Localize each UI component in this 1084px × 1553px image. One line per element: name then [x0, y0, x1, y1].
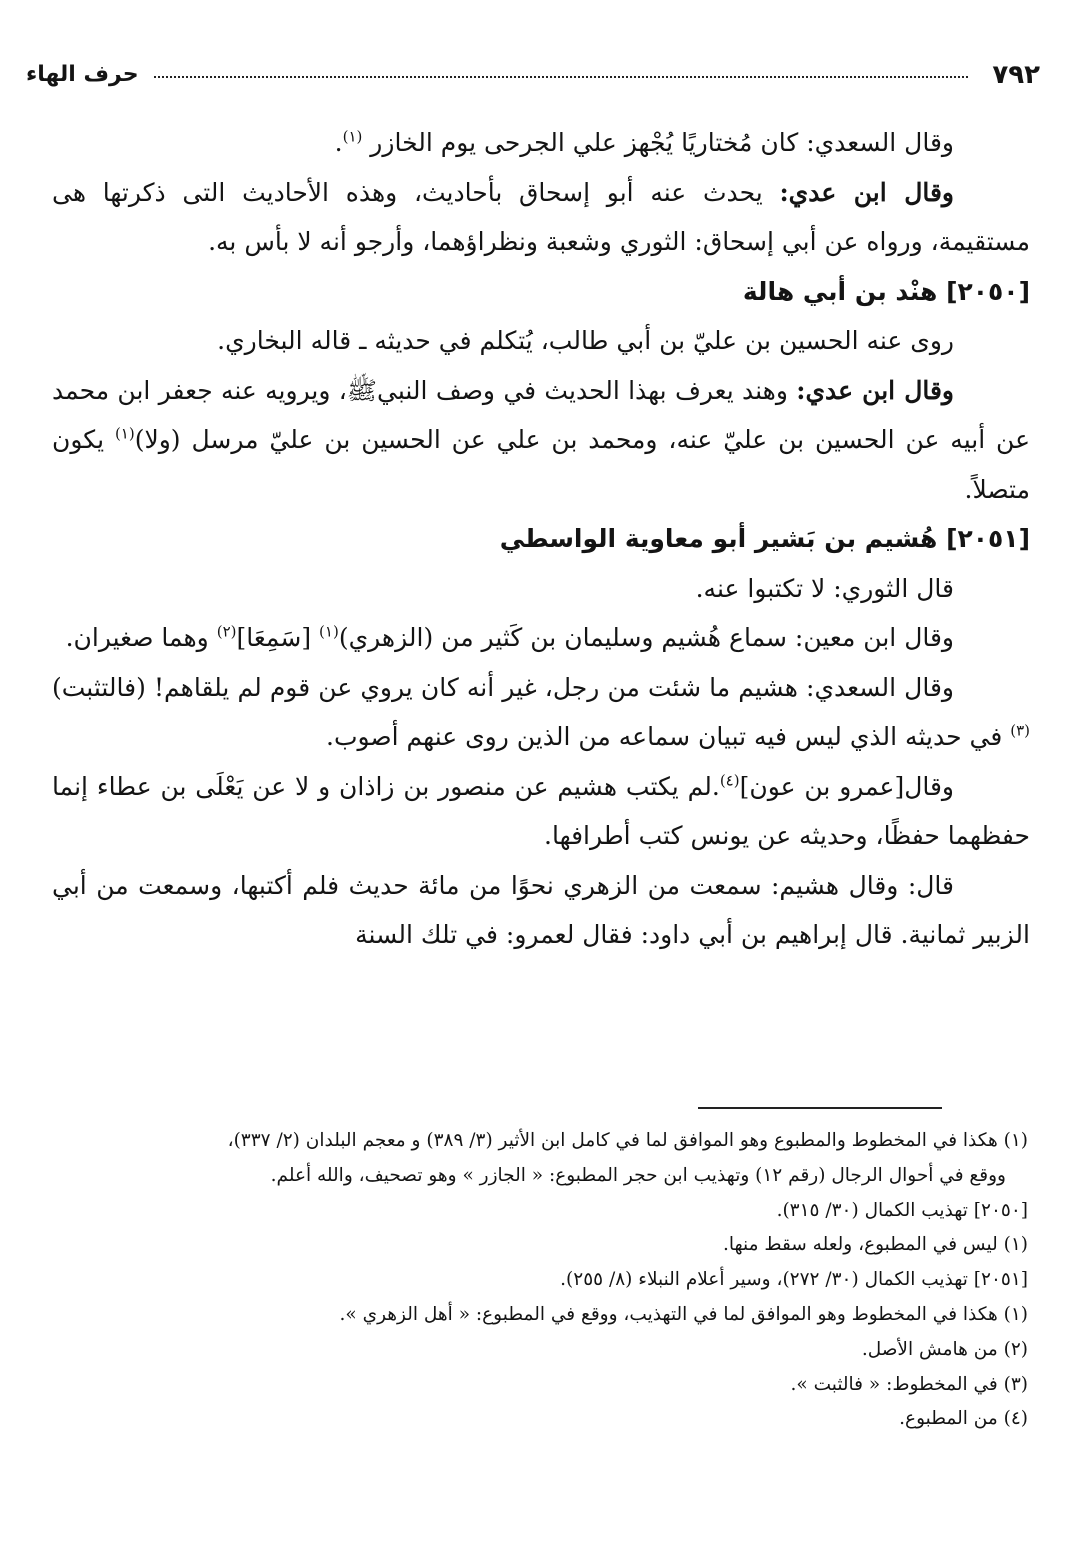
- paragraph-text: في حديثه الذي ليس فيه تبيان سماعه من الذين روى عنهم أصوب.: [326, 722, 1011, 751]
- paragraph-text: قال: وقال هشيم: سمعت من الزهري نحوًا من مائة حديث فلم أكتبها، وسمعت من أبي الزبير ثمانية. قال إبراهيم بن أبي داود: فقال لعمرو: في تلك السنة: [52, 870, 1030, 949]
- paragraph-amr-ibn-awn: [52, 762, 1030, 861]
- footnote-marker: (١): [114, 424, 135, 443]
- footnote-marker: (١): [319, 622, 339, 641]
- paragraph-saadi-1: [52, 118, 1030, 168]
- paragraph-ibn-adi-1: [52, 168, 1030, 267]
- entry-heading-2050: [٢٠٥٠] هنْد بن أبي هالة: [742, 276, 1030, 306]
- footnote-marker: (٢): [216, 622, 237, 641]
- paragraph-text: وقال السعدي: هشيم ما شئت من رجل، غير أنه كان يروي عن قوم لم يلقاهم! (فالتثبت): [52, 672, 954, 702]
- footnote-separator: [698, 1107, 942, 1109]
- paragraph-text: يحدث عنه أبو إسحاق بأحاديث، وهذه الأحاديث التى ذكرتها هى مستقيمة، ورواه عن أبي إسحاق: الثوري وشعبة ونظراؤهما، وأرجو أنه لا بأس به.: [52, 177, 1030, 256]
- paragraph-lead: وقال ابن عدي:: [796, 375, 955, 405]
- paragraph-lead: وقال ابن عدي:: [779, 177, 955, 207]
- section-title: حرف الهاء: [26, 62, 139, 87]
- paragraph-text: وهند يعرف بهذا الحديث في وصف النبيﷺ، ويرويه عنه جعفر ابن محمد عن أبيه عن الحسين بن عليّ عنه، ومحمد بن علي عن الحسين بن عليّ مرسل (ولا): [52, 375, 1030, 454]
- paragraph-text: وقال السعدي: كان مُختاريًا يُجْهز علي الجرحى يوم الخازر: [362, 128, 954, 157]
- paragraph-ibn-main: [52, 613, 1030, 663]
- running-header: [26, 62, 1040, 98]
- entry-heading-2051: [٢٠٥١] هُشيم بن بَشير أبو معاوية الواسطي: [499, 524, 1030, 553]
- paragraph-hushaym: [52, 861, 1030, 960]
- footnotes: [60, 1124, 1028, 1437]
- paragraph-saadi-2: [52, 663, 1030, 762]
- footnote-marker: (٤): [719, 771, 740, 790]
- footnote-item-continuation: ووقع في أحوال الرجال (رقم ١٢) وتهذيب ابن حجر المطبوع: « الجازر » وهو تصحيف، والله أعلم.: [270, 1164, 1006, 1186]
- footnote-item: (١) هكذا في المخطوط وهو الموافق لما في التهذيب، ووقع في المطبوع: « أهل الزهري ».: [339, 1303, 1028, 1325]
- footnote-item: [٢٠٥٠] تهذيب الكمال (٣٠/ ٣١٥).: [776, 1199, 1028, 1221]
- paragraph-text: [سَمِعَا]: [236, 623, 320, 652]
- footnote-marker: (١): [342, 127, 363, 146]
- paragraph-text: .لم يكتب هشيم عن منصور بن زاذان و لا عن يَعْلَى بن عطاء إنما حفظهما حفظًا، وحديثه عن يونس كتب أطرافها.: [52, 771, 1030, 850]
- paragraph-text: وقال[عمرو بن عون]: [739, 771, 955, 801]
- footnote-item: [٢٠٥١] تهذيب الكمال (٣٠/ ٢٧٢)، وسير أعلام النبلاء (٨/ ٢٥٥).: [560, 1269, 1028, 1291]
- footnote-item: (١) هكذا في المخطوط والمطبوع وهو الموافق لما في كامل ابن الأثير (٣/ ٣٨٩) و معجم البلدان (٢/ ٣٣٧)،: [227, 1130, 1028, 1151]
- footnote-item: (٣) في المخطوط: « فالثبت ».: [790, 1373, 1028, 1395]
- paragraph-thawri: [52, 564, 1030, 614]
- footnote-item: (١) ليس في المطبوع، ولعله سقط منها.: [722, 1234, 1028, 1256]
- paragraph-text: قال الثوري: لا تكتبوا عنه.: [695, 573, 954, 603]
- paragraph-text: روى عنه الحسين بن عليّ بن أبي طالب، يُتكلم في حديثه ـ قاله البخاري.: [217, 326, 954, 355]
- main-text: [52, 118, 1030, 960]
- paragraph-bukhari: [52, 316, 1030, 366]
- paragraph-ibn-adi-2: [52, 366, 1030, 515]
- page-number: ٧٩٢: [992, 60, 1040, 90]
- footnote-marker: (٣): [1010, 721, 1030, 740]
- paragraph-text: .: [334, 128, 343, 157]
- header-dotted-rule: [154, 76, 968, 78]
- paragraph-text: وقال ابن معين: سماع هُشيم وسليمان بن كَثير من (الزهري): [338, 623, 954, 652]
- footnote-item: (٢) من هامش الأصل.: [861, 1338, 1028, 1360]
- footnote-item: (٤) من المطبوع.: [899, 1408, 1028, 1430]
- paragraph-text: يكون متصلاً.: [52, 425, 1030, 504]
- paragraph-text: وهما صغيران.: [65, 623, 217, 652]
